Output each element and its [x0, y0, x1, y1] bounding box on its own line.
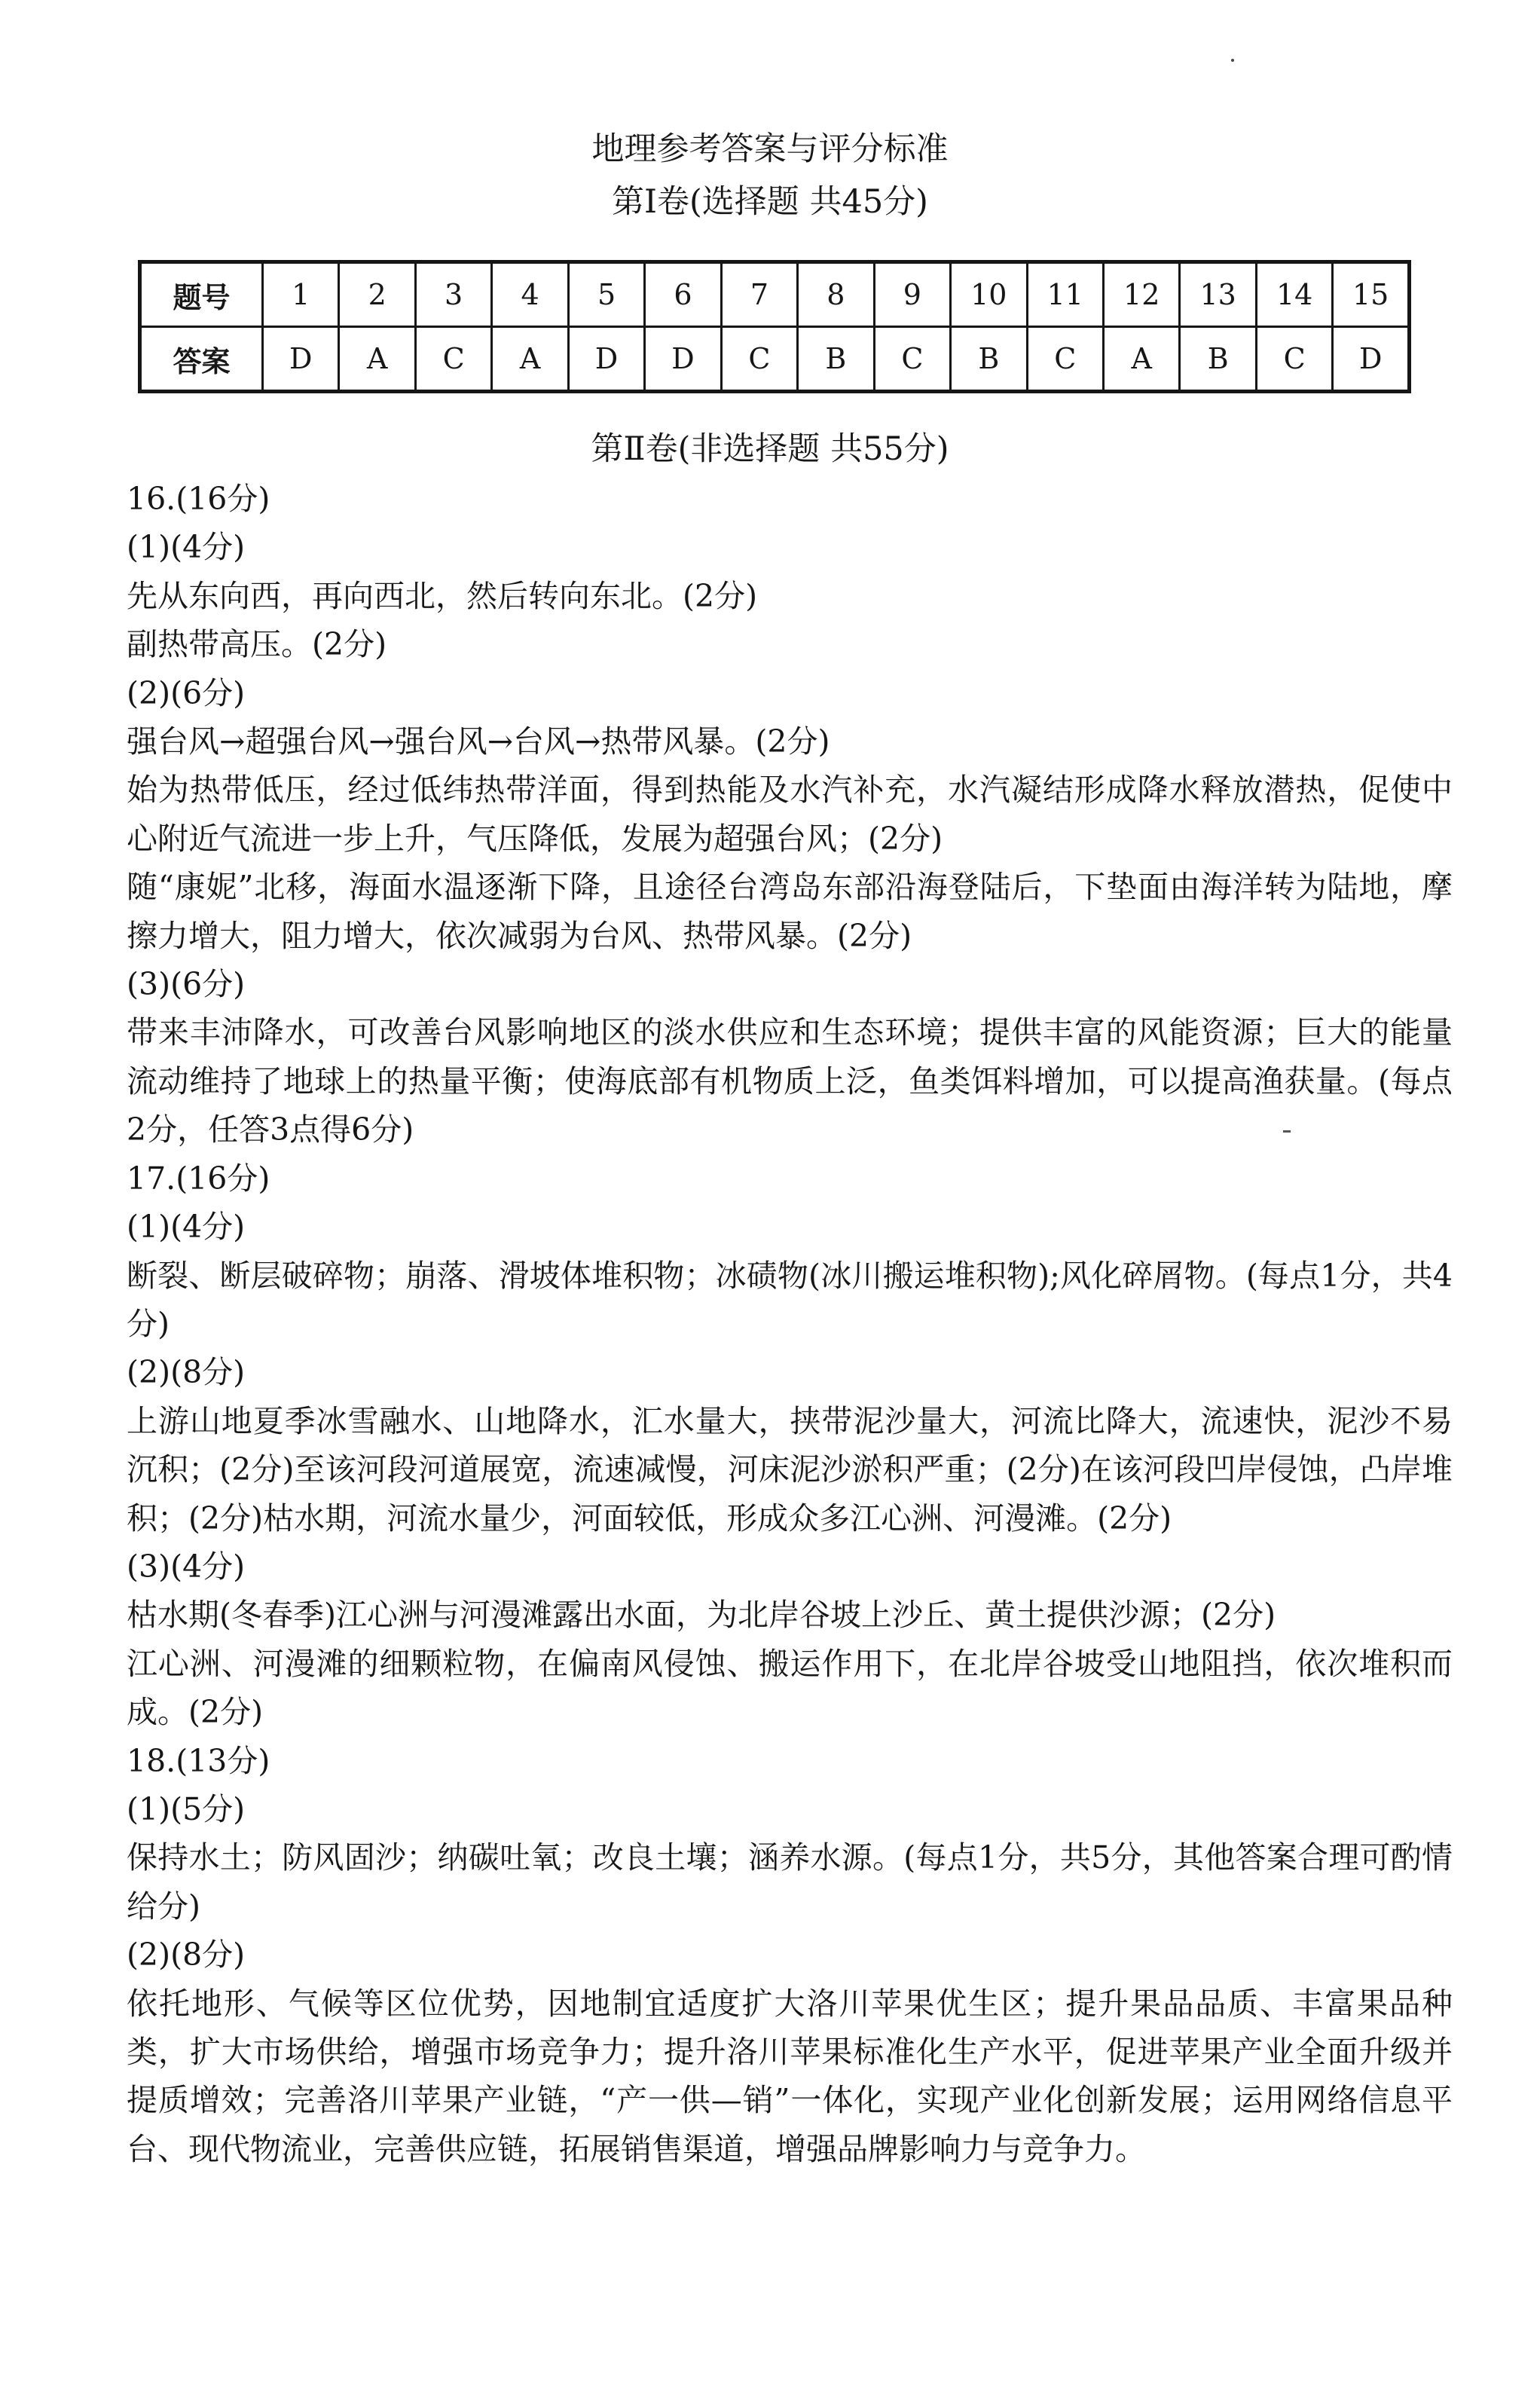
subquestion-heading: (1)(5分) — [127, 1790, 246, 1827]
subquestion-heading: (3)(6分) — [127, 966, 246, 1003]
document-title: 地理参考答案与评分标准 — [591, 130, 949, 168]
question-16-heading: 16.(16分) — [127, 481, 270, 517]
answer-cell: C — [721, 327, 797, 392]
answer-cell: C — [874, 327, 950, 392]
answer-paragraph: 先从东向西，再向西北，然后转向东北。(2分) — [127, 577, 758, 614]
answer-cell: D — [568, 327, 644, 392]
answer-cell: C — [415, 327, 491, 392]
subquestion-heading: (3)(4分) — [127, 1548, 246, 1585]
question-number-cell: 3 — [415, 262, 491, 327]
question-number-cell: 5 — [568, 262, 644, 327]
answer-paragraph: 江心洲、河漫滩的细颗粒物，在偏南风侵蚀、搬运作用下，在北岸谷坡受山地阻挡，依次堆积而成。(2分) — [127, 1645, 1453, 1731]
answer-cell: A — [1103, 327, 1179, 392]
part2-title: 第Ⅱ卷(非选择题 共55分) — [591, 430, 949, 468]
answer-cell: B — [951, 327, 1027, 392]
question-number-cell: 12 — [1103, 262, 1179, 327]
answer-paragraph: 带来丰沛降水，可改善台风影响地区的淡水供应和生态环境；提供丰富的风能资源；巨大的能量流动维持了地球上的热量平衡；使海底部有机物质上泛，鱼类饵料增加，可以提高渔获量。(每点2分，任答3点得6分) — [127, 1014, 1453, 1148]
answer-paragraph: 枯水期(冬春季)江心洲与河漫滩露出水面，为北岸谷坡上沙丘、黄土提供沙源；(2分) — [127, 1597, 1276, 1634]
subquestion-heading: (1)(4分) — [127, 1209, 246, 1246]
answer-paragraph: 上游山地夏季冰雪融水、山地降水，汇水量大，挟带泥沙量大，河流比降大，流速快，泥沙不易沉积；(2分)至该河段河道展宽，流速减慢，河床泥沙淤积严重；(2分)在该河段凹岸侵蚀，凸岸堆积；(2分)枯水期，河流水量少，河面较低，形成众多江心洲、河漫滩。(2分) — [127, 1402, 1453, 1536]
question-number-cell: 4 — [492, 262, 568, 327]
question-number-cell: 2 — [339, 262, 415, 327]
row-label-question-number: 题号 — [140, 262, 263, 327]
scan-speck — [1231, 59, 1234, 62]
question-number-cell: 1 — [263, 262, 339, 327]
answer-paragraph: 副热带高压。(2分) — [127, 626, 387, 663]
question-number-cell: 14 — [1256, 262, 1332, 327]
question-18-heading: 18.(13分) — [127, 1742, 270, 1779]
question-number-cell: 6 — [645, 262, 721, 327]
subquestion-heading: (2)(6分) — [127, 674, 246, 711]
answer-paragraph: 断裂、断层破碎物；崩落、滑坡体堆积物；冰碛物(冰川搬运堆积物);风化碎屑物。(每点1分，共4分) — [127, 1257, 1453, 1342]
answer-cell: B — [798, 327, 874, 392]
answer-row — [140, 327, 1410, 392]
row-label-answer: 答案 — [140, 327, 263, 392]
answer-body — [127, 475, 1453, 2173]
answer-paragraph: 依托地形、气候等区位优势，因地制宜适度扩大洛川苹果优生区；提升果品品质、丰富果品种类，扩大市场供给，增强市场竞争力；提升洛川苹果标准化生产水平，促进苹果产业全面升级并提质增效；完善洛川苹果产业链，“产一供—销”一体化，实现产业化创新发展；运用网络信息平台、现代物流业，完善供应链，拓展销售渠道，增强品牌影响力与竞争力。 — [127, 1985, 1453, 2167]
answer-cell: C — [1256, 327, 1332, 392]
question-number-cell: 10 — [951, 262, 1027, 327]
question-number-cell: 8 — [798, 262, 874, 327]
answer-paragraph: 保持水土；防风固沙；纳碳吐氧；改良土壤；涵养水源。(每点1分，共5分，其他答案合理可酌情给分) — [127, 1839, 1453, 1924]
answer-cell: A — [339, 327, 415, 392]
subquestion-heading: (2)(8分) — [127, 1354, 246, 1391]
answer-cell: B — [1180, 327, 1256, 392]
answer-cell: D — [1333, 327, 1410, 392]
answer-paragraph: 强台风→超强台风→强台风→台风→热带风暴。(2分) — [127, 723, 830, 760]
question-number-cell: 9 — [874, 262, 950, 327]
answer-cell: A — [492, 327, 568, 392]
multiple-choice-answer-table — [138, 260, 1411, 393]
question-number-cell: 7 — [721, 262, 797, 327]
subquestion-heading: (2)(8分) — [127, 1937, 246, 1973]
answer-paragraph: 随“康妮”北移，海面水温逐渐下降，且途径台湾岛东部沿海登陆后，下垫面由海洋转为陆地，摩擦力增大，阻力增大，依次减弱为台风、热带风暴。(2分) — [127, 869, 1453, 954]
question-number-cell: 13 — [1180, 262, 1256, 327]
question-17-heading: 17.(16分) — [127, 1160, 270, 1197]
answer-cell: D — [645, 327, 721, 392]
question-number-cell: 15 — [1333, 262, 1410, 327]
answer-cell: C — [1027, 327, 1103, 392]
answer-cell: D — [263, 327, 339, 392]
question-number-row — [140, 262, 1410, 327]
answer-paragraph: 始为热带低压，经过低纬热带洋面，得到热能及水汽补充，水汽凝结形成降水释放潜热，促使中心附近气流进一步上升，气压降低，发展为超强台风；(2分) — [127, 772, 1453, 857]
part1-title: 第Ⅰ卷(选择题 共45分) — [612, 183, 928, 221]
subquestion-heading: (1)(4分) — [127, 529, 246, 566]
question-number-cell: 11 — [1027, 262, 1103, 327]
